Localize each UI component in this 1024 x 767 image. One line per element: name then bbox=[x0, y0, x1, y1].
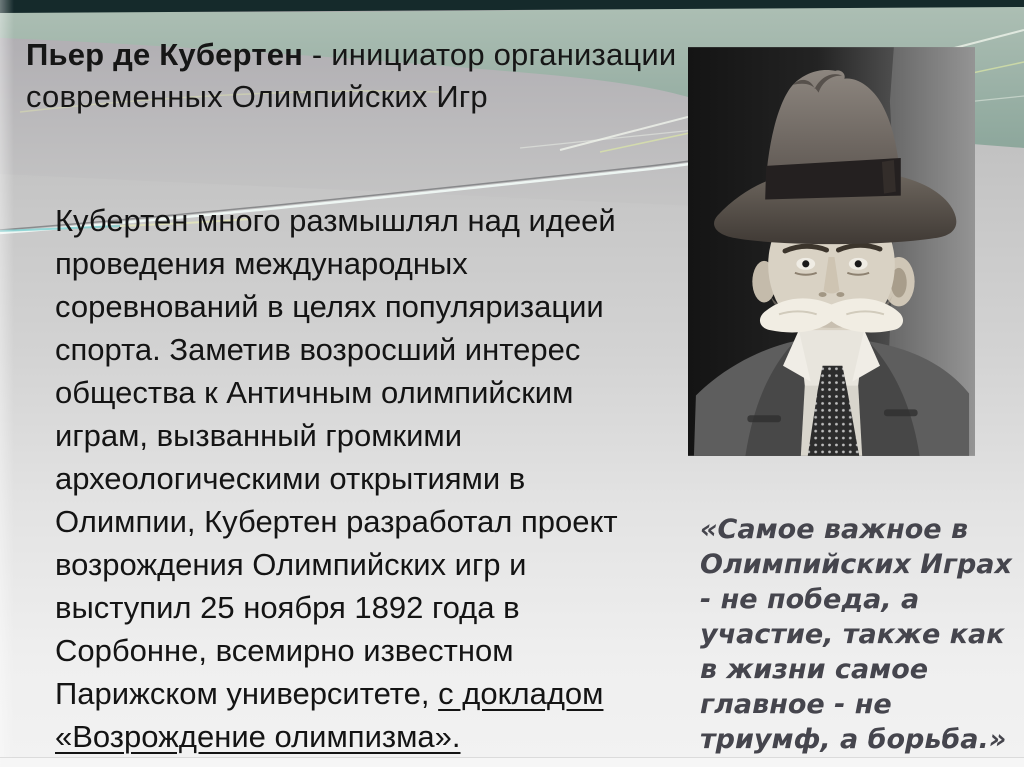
body-text-plain: соревнований в целях популяризации bbox=[55, 289, 604, 324]
body-text-line bbox=[55, 586, 618, 629]
body-text-plain: возрождения Олимпийских игр и bbox=[55, 547, 527, 582]
quote-line: триумф, а борьба.» bbox=[700, 724, 1007, 755]
body-text bbox=[55, 199, 618, 758]
body-text-line bbox=[55, 543, 618, 586]
body-text-line bbox=[55, 629, 618, 672]
portrait-image bbox=[688, 45, 975, 458]
quote-line: «Самое важное в bbox=[700, 514, 969, 545]
quote-line: участие, также как bbox=[700, 619, 1005, 650]
quote-text bbox=[700, 512, 1015, 757]
quote-line: - не победа, а bbox=[700, 584, 920, 615]
page-title bbox=[26, 34, 681, 118]
body-text-plain: Олимпии, Кубертен разработал проект bbox=[55, 504, 618, 539]
body-text-plain: Сорбонне, всемирно известном bbox=[55, 633, 514, 668]
body-text-line bbox=[55, 500, 618, 543]
body-text-plain: выступил 25 ноября 1892 года в bbox=[55, 590, 520, 625]
report-link[interactable]: «Возрождение олимпизма». bbox=[55, 719, 461, 754]
body-text-line bbox=[55, 715, 618, 758]
body-text-line bbox=[55, 457, 618, 500]
body-text-plain: играм, вызванный громкими bbox=[55, 418, 463, 453]
page-title-line2: современных Олимпийских Игр bbox=[26, 79, 488, 114]
slide-bottom-edge bbox=[0, 757, 1024, 767]
body-text-plain: Парижском университете, bbox=[55, 676, 439, 711]
body-text-plain: проведения международных bbox=[55, 246, 468, 281]
body-text-line bbox=[55, 328, 618, 371]
report-link[interactable]: с докладом bbox=[438, 676, 604, 711]
quote-line: главное - не bbox=[700, 689, 892, 720]
body-text-line bbox=[55, 414, 618, 457]
body-text-plain: археологическими открытиями в bbox=[55, 461, 526, 496]
page-title-line1 bbox=[26, 34, 681, 76]
coubertin-portrait-photo bbox=[688, 45, 975, 458]
body-text-line bbox=[55, 285, 618, 328]
quote-line: Олимпийских Играх bbox=[700, 549, 1012, 580]
body-text-plain: спорта. Заметив возросший интерес bbox=[55, 332, 581, 367]
page-title-rest: - инициатор организации bbox=[303, 37, 677, 72]
body-text-plain: Кубертен много размышлял над идеей bbox=[55, 203, 616, 238]
quote-line: в жизни самое bbox=[700, 654, 929, 685]
page-title-name: Пьер де Кубертен bbox=[26, 37, 304, 72]
body-text-plain: общества к Античным олимпийским bbox=[55, 375, 574, 410]
body-text-line bbox=[55, 242, 618, 285]
body-text-line bbox=[55, 672, 618, 715]
body-text-line bbox=[55, 371, 618, 414]
body-text-line bbox=[55, 199, 618, 242]
